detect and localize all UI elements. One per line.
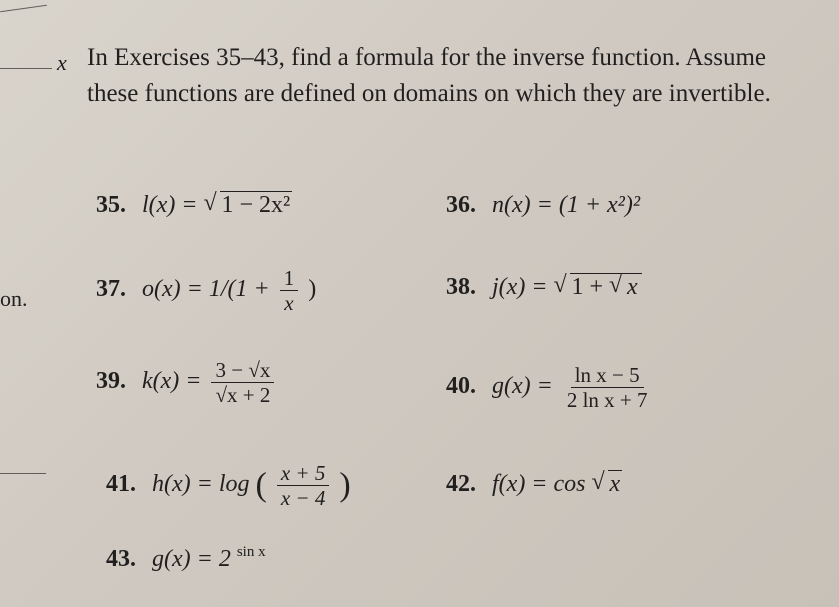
fraction xyxy=(211,358,274,407)
exercise-40 xyxy=(446,363,656,412)
numerator: 3 − √x xyxy=(211,358,274,383)
function-expression: k(x) = xyxy=(142,368,202,395)
radicand: 1 − 2x² xyxy=(221,192,291,218)
exercise-number: 41. xyxy=(106,471,136,498)
exercise-number: 42. xyxy=(446,471,476,497)
exercise-number: 43. xyxy=(106,546,136,572)
exercise-36 xyxy=(446,191,640,219)
function-expression: o(x) = 1/(1 + xyxy=(142,276,270,303)
left-parenthesis: ( xyxy=(255,466,267,504)
exercise-42 xyxy=(446,470,622,498)
exercise-35 xyxy=(96,191,292,219)
exercise-number: 39. xyxy=(96,368,126,395)
denominator: x xyxy=(284,291,294,315)
numerator: ln x − 5 xyxy=(571,363,644,388)
function-expression: g(x) = xyxy=(492,373,553,400)
function-expression: g(x) = 2 xyxy=(152,546,231,572)
header-left-rule xyxy=(0,68,52,69)
exercise-number: 35. xyxy=(96,192,126,218)
fraction xyxy=(277,461,330,510)
fraction xyxy=(280,266,299,315)
exercise-38 xyxy=(446,273,642,301)
denominator: x − 4 xyxy=(280,486,326,510)
denominator: 2 ln x + 7 xyxy=(566,388,648,412)
function-expression: h(x) = log xyxy=(152,471,250,498)
inner-square-root xyxy=(609,273,640,301)
right-parenthesis: ) xyxy=(339,466,351,504)
outer-radicand xyxy=(570,273,642,300)
cut-off-text: on. xyxy=(0,286,28,311)
top-left-rule xyxy=(0,5,47,13)
exercise-instructions: In Exercises 35–43, find a formula for the inverse function. Assume these functions are defined on domains on which they are invertible. xyxy=(87,44,771,107)
closing-parenthesis: ) xyxy=(308,276,317,303)
numerator: 1 xyxy=(280,266,299,291)
exercise-43 xyxy=(106,538,266,573)
exercise-39 xyxy=(96,358,278,407)
function-expression: l(x) = xyxy=(142,192,198,218)
exercise-number: 40. xyxy=(446,373,476,400)
radicand: x xyxy=(609,471,621,497)
exercise-number: 36. xyxy=(446,192,476,218)
inner-radicand: x xyxy=(627,274,638,300)
exercise-41 xyxy=(106,461,351,510)
exercise-37 xyxy=(96,266,316,315)
exercise-number: 37. xyxy=(96,276,126,303)
denominator: √x + 2 xyxy=(215,383,271,407)
exercise-number: 38. xyxy=(446,274,476,300)
exponent: sin x xyxy=(236,544,266,560)
function-expression: j(x) = xyxy=(492,274,548,300)
square-root-expression xyxy=(592,470,623,498)
outer-square-root xyxy=(554,273,642,301)
exercise-marker: x xyxy=(57,50,67,75)
fraction xyxy=(563,363,652,412)
radicand-prefix: 1 + xyxy=(571,274,604,300)
function-expression: f(x) = cos xyxy=(492,471,586,497)
function-expression: n(x) = (1 + x²)² xyxy=(492,192,641,218)
numerator: x + 5 xyxy=(277,461,330,486)
middle-left-rule xyxy=(0,473,46,474)
square-root-expression xyxy=(204,191,293,219)
